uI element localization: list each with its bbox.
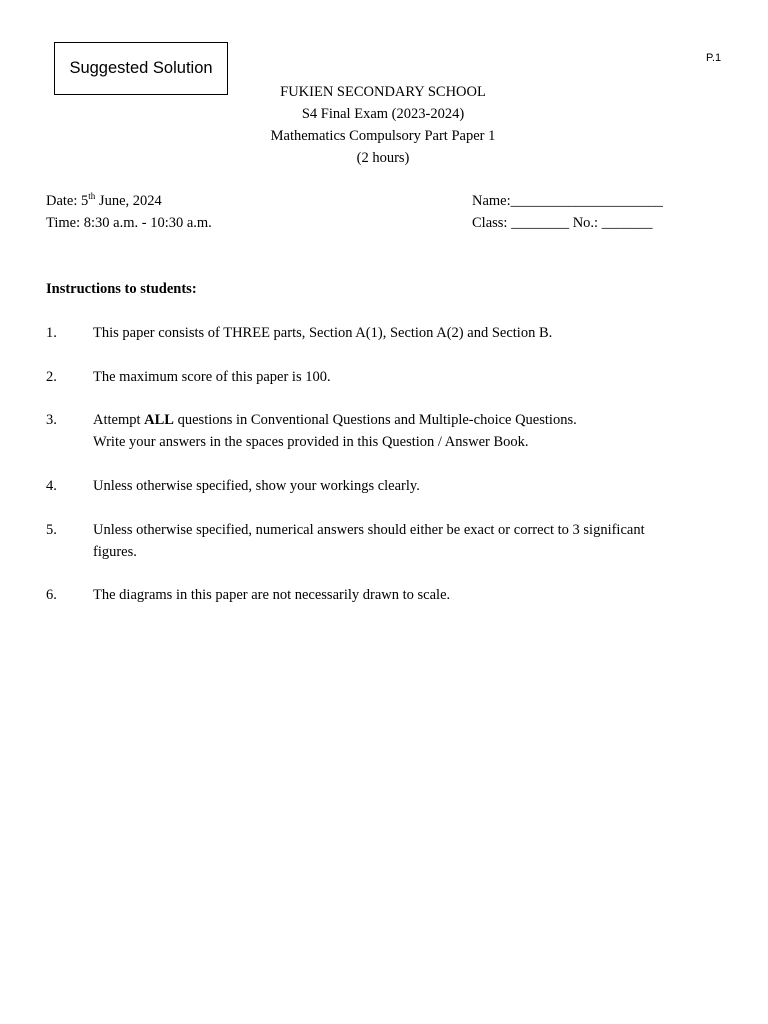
instruction-number: 3. xyxy=(46,412,57,428)
instruction-text: Unless otherwise specified, show your workings clearly. xyxy=(93,478,420,494)
exam-duration: (2 hours) xyxy=(356,150,410,166)
exam-date: Date: 5th June, 2024 xyxy=(46,191,162,209)
suggested-solution-label: Suggested Solution xyxy=(69,59,213,77)
instruction-number: 2. xyxy=(46,369,57,385)
instruction-text: This paper consists of THREE parts, Section A(1), Section A(2) and Section B. xyxy=(93,325,553,341)
page-number: P.1 xyxy=(706,52,722,64)
exam-title: S4 Final Exam (2023-2024) xyxy=(301,106,465,122)
instructions-heading: Instructions to students: xyxy=(46,281,197,297)
school-name: FUKIEN SECONDARY SCHOOL xyxy=(280,84,486,100)
instruction-text-continued: figures. xyxy=(93,544,137,560)
instruction-text: The maximum score of this paper is 100. xyxy=(93,369,331,385)
instruction-number: 6. xyxy=(46,587,57,603)
instruction-number: 5. xyxy=(46,522,57,538)
instruction-number: 1. xyxy=(46,325,57,341)
instruction-text: Unless otherwise specified, numerical answers should either be exact or correct to 3 significant xyxy=(93,522,645,538)
instruction-text: The diagrams in this paper are not necessarily drawn to scale. xyxy=(93,587,451,603)
instruction-number: 4. xyxy=(46,478,57,494)
instruction-text: Attempt ALL questions in Conventional Questions and Multiple-choice Questions. xyxy=(93,412,577,428)
name-field: Name:_____________________ xyxy=(472,193,663,209)
class-number-field: Class: ________ No.: _______ xyxy=(472,215,653,231)
subject-title: Mathematics Compulsory Part Paper 1 xyxy=(270,128,496,144)
instruction-text-continued: Write your answers in the spaces provided in this Question / Answer Book. xyxy=(93,434,529,450)
exam-time: Time: 8:30 a.m. - 10:30 a.m. xyxy=(46,215,212,231)
